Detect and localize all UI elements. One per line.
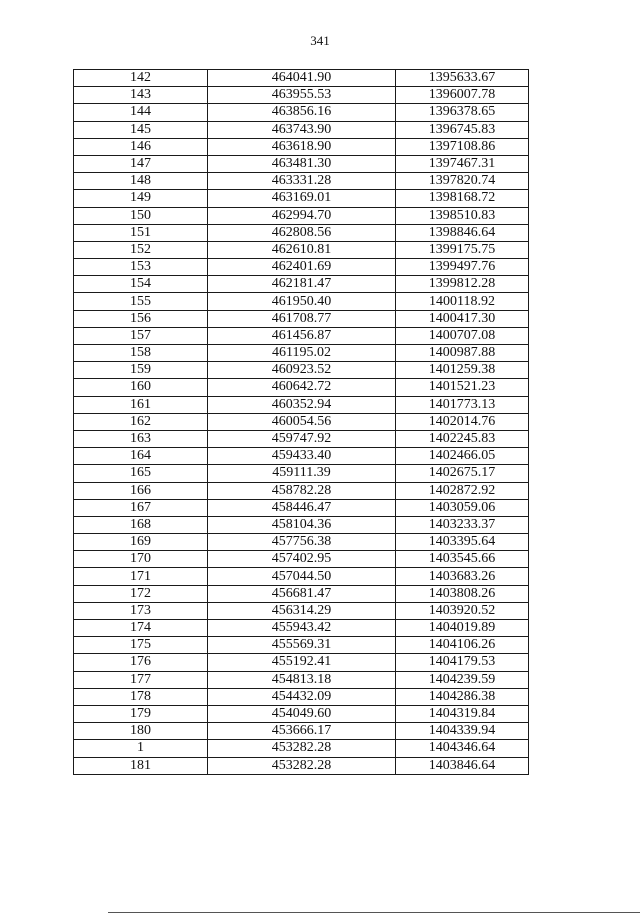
x-coordinate-cell: 455192.41 [208,654,396,671]
x-coordinate-cell: 457044.50 [208,568,396,585]
table-row [74,430,529,447]
y-coordinate-cell: 1398846.64 [396,224,529,241]
table-row [74,465,529,482]
point-number-cell: 150 [74,207,208,224]
table-row [74,345,529,362]
y-coordinate-cell: 1400118.92 [396,293,529,310]
table-row [74,276,529,293]
x-coordinate-cell: 459111.39 [208,465,396,482]
point-number-cell: 1 [74,740,208,757]
x-coordinate-cell: 461950.40 [208,293,396,310]
x-coordinate-cell: 453282.28 [208,757,396,774]
y-coordinate-cell: 1402675.17 [396,465,529,482]
point-number-cell: 172 [74,585,208,602]
x-coordinate-cell: 460642.72 [208,379,396,396]
y-coordinate-cell: 1400417.30 [396,310,529,327]
x-coordinate-cell: 463955.53 [208,87,396,104]
point-number-cell: 175 [74,637,208,654]
y-coordinate-cell: 1399497.76 [396,259,529,276]
table-row [74,482,529,499]
table-row [74,413,529,430]
x-coordinate-cell: 454813.18 [208,671,396,688]
x-coordinate-cell: 463169.01 [208,190,396,207]
x-coordinate-cell: 453282.28 [208,740,396,757]
table-row [74,259,529,276]
table-row [74,327,529,344]
table-row [74,654,529,671]
point-number-cell: 180 [74,723,208,740]
point-number-cell: 178 [74,688,208,705]
table-row [74,688,529,705]
table-row [74,448,529,465]
point-number-cell: 176 [74,654,208,671]
x-coordinate-cell: 463481.30 [208,155,396,172]
table-row [74,379,529,396]
point-number-cell: 169 [74,534,208,551]
point-number-cell: 170 [74,551,208,568]
table-row [74,138,529,155]
point-number-cell: 153 [74,259,208,276]
x-coordinate-cell: 459433.40 [208,448,396,465]
table-row [74,104,529,121]
table-row [74,516,529,533]
point-number-cell: 168 [74,516,208,533]
y-coordinate-cell: 1404179.53 [396,654,529,671]
y-coordinate-cell: 1402872.92 [396,482,529,499]
table-row [74,602,529,619]
y-coordinate-cell: 1397820.74 [396,173,529,190]
y-coordinate-cell: 1404106.26 [396,637,529,654]
point-number-cell: 177 [74,671,208,688]
y-coordinate-cell: 1395633.67 [396,70,529,87]
point-number-cell: 158 [74,345,208,362]
table-row [74,568,529,585]
y-coordinate-cell: 1404286.38 [396,688,529,705]
x-coordinate-cell: 455569.31 [208,637,396,654]
table-row [74,224,529,241]
x-coordinate-cell: 453666.17 [208,723,396,740]
point-number-cell: 160 [74,379,208,396]
point-number-cell: 146 [74,138,208,155]
x-coordinate-cell: 458104.36 [208,516,396,533]
y-coordinate-cell: 1401259.38 [396,362,529,379]
point-number-cell: 171 [74,568,208,585]
y-coordinate-cell: 1403846.64 [396,757,529,774]
x-coordinate-cell: 456314.29 [208,602,396,619]
point-number-cell: 148 [74,173,208,190]
y-coordinate-cell: 1398168.72 [396,190,529,207]
table-row [74,70,529,87]
x-coordinate-cell: 462610.81 [208,241,396,258]
table-row [74,362,529,379]
x-coordinate-cell: 458782.28 [208,482,396,499]
y-coordinate-cell: 1401773.13 [396,396,529,413]
point-number-cell: 162 [74,413,208,430]
x-coordinate-cell: 463856.16 [208,104,396,121]
point-number-cell: 151 [74,224,208,241]
y-coordinate-cell: 1399812.28 [396,276,529,293]
x-coordinate-cell: 460923.52 [208,362,396,379]
x-coordinate-cell: 463331.28 [208,173,396,190]
point-number-cell: 166 [74,482,208,499]
table-row [74,207,529,224]
x-coordinate-cell: 462808.56 [208,224,396,241]
table-row [74,293,529,310]
table-row [74,723,529,740]
point-number-cell: 165 [74,465,208,482]
x-coordinate-cell: 459747.92 [208,430,396,447]
point-number-cell: 147 [74,155,208,172]
table-row [74,155,529,172]
point-number-cell: 144 [74,104,208,121]
table-row [74,757,529,774]
table-row [74,241,529,258]
coordinates-table-body [74,70,529,775]
y-coordinate-cell: 1402466.05 [396,448,529,465]
y-coordinate-cell: 1399175.75 [396,241,529,258]
table-row [74,620,529,637]
y-coordinate-cell: 1402014.76 [396,413,529,430]
y-coordinate-cell: 1403808.26 [396,585,529,602]
point-number-cell: 167 [74,499,208,516]
x-coordinate-cell: 457756.38 [208,534,396,551]
point-number-cell: 143 [74,87,208,104]
table-row [74,637,529,654]
point-number-cell: 142 [74,70,208,87]
bottom-rule [108,912,640,913]
x-coordinate-cell: 456681.47 [208,585,396,602]
table-row [74,534,529,551]
table-row [74,396,529,413]
y-coordinate-cell: 1400987.88 [396,345,529,362]
y-coordinate-cell: 1403683.26 [396,568,529,585]
point-number-cell: 159 [74,362,208,379]
x-coordinate-cell: 460054.56 [208,413,396,430]
y-coordinate-cell: 1404019.89 [396,620,529,637]
y-coordinate-cell: 1401521.23 [396,379,529,396]
table-row [74,310,529,327]
point-number-cell: 155 [74,293,208,310]
point-number-cell: 174 [74,620,208,637]
point-number-cell: 152 [74,241,208,258]
coordinates-table [73,69,529,775]
point-number-cell: 163 [74,430,208,447]
table-row [74,173,529,190]
point-number-cell: 145 [74,121,208,138]
table-row [74,585,529,602]
x-coordinate-cell: 462181.47 [208,276,396,293]
x-coordinate-cell: 457402.95 [208,551,396,568]
y-coordinate-cell: 1403059.06 [396,499,529,516]
point-number-cell: 157 [74,327,208,344]
table-row [74,499,529,516]
x-coordinate-cell: 455943.42 [208,620,396,637]
point-number-cell: 181 [74,757,208,774]
y-coordinate-cell: 1396745.83 [396,121,529,138]
y-coordinate-cell: 1403545.66 [396,551,529,568]
y-coordinate-cell: 1396378.65 [396,104,529,121]
y-coordinate-cell: 1397108.86 [396,138,529,155]
page-number: 341 [310,33,330,48]
y-coordinate-cell: 1404339.94 [396,723,529,740]
table-row [74,190,529,207]
y-coordinate-cell: 1403395.64 [396,534,529,551]
y-coordinate-cell: 1397467.31 [396,155,529,172]
x-coordinate-cell: 464041.90 [208,70,396,87]
table-row [74,551,529,568]
point-number-cell: 156 [74,310,208,327]
x-coordinate-cell: 461195.02 [208,345,396,362]
point-number-cell: 149 [74,190,208,207]
y-coordinate-cell: 1398510.83 [396,207,529,224]
point-number-cell: 173 [74,602,208,619]
x-coordinate-cell: 454049.60 [208,705,396,722]
point-number-cell: 179 [74,705,208,722]
x-coordinate-cell: 454432.09 [208,688,396,705]
table-row [74,740,529,757]
y-coordinate-cell: 1404239.59 [396,671,529,688]
y-coordinate-cell: 1403233.37 [396,516,529,533]
table-row [74,705,529,722]
table-row [74,87,529,104]
table-row [74,121,529,138]
y-coordinate-cell: 1396007.78 [396,87,529,104]
x-coordinate-cell: 463618.90 [208,138,396,155]
x-coordinate-cell: 460352.94 [208,396,396,413]
x-coordinate-cell: 462401.69 [208,259,396,276]
point-number-cell: 164 [74,448,208,465]
y-coordinate-cell: 1403920.52 [396,602,529,619]
point-number-cell: 154 [74,276,208,293]
x-coordinate-cell: 461708.77 [208,310,396,327]
y-coordinate-cell: 1402245.83 [396,430,529,447]
y-coordinate-cell: 1404319.84 [396,705,529,722]
x-coordinate-cell: 463743.90 [208,121,396,138]
table-row [74,671,529,688]
y-coordinate-cell: 1400707.08 [396,327,529,344]
x-coordinate-cell: 461456.87 [208,327,396,344]
x-coordinate-cell: 458446.47 [208,499,396,516]
point-number-cell: 161 [74,396,208,413]
x-coordinate-cell: 462994.70 [208,207,396,224]
y-coordinate-cell: 1404346.64 [396,740,529,757]
